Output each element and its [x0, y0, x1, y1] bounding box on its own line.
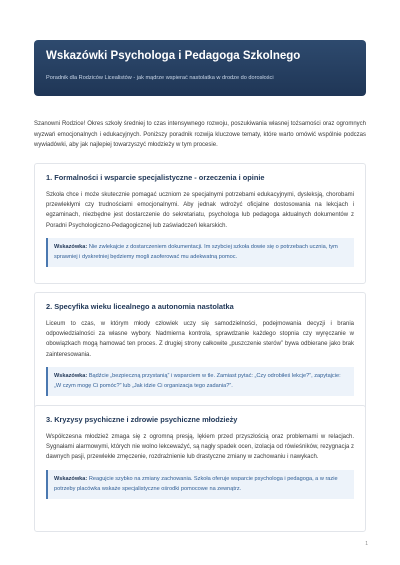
tip-label: Wskazówka:	[54, 475, 88, 482]
section-title: 2. Specyfika wieku licealnego a autonomia nastolatka	[46, 302, 234, 311]
section-title: 3. Kryzysy psychiczne i zdrowie psychiczne młodzieży	[46, 415, 238, 424]
tip-label: Wskazówka:	[54, 243, 88, 250]
section-body: Liceum to czas, w którym młody człowiek uczy się samodzielności, podejmowania decyzji i brania odpowiedzialności za własne wybory. Nadmierna kontrola, sprawdzanie każdego stopnia czy wyręczanie w obowiązkach mogą hamować ten proces. Z drugiej strony całkowite „puszczenie sterów” bywa odbierane jako brak zainteresowania.	[46, 321, 354, 358]
section-mental-health	[34, 405, 366, 532]
tip-text: Nie zwlekajcie z dostarczeniem dokumentacji. Im szybciej szkoła dowie się o potrzebach ucznia, tym sprawniej i dyskretniej będziemy mogli zaoferować mu adekwatną pomoc.	[54, 243, 338, 260]
tip-box	[46, 367, 354, 396]
tip-box	[46, 470, 354, 499]
tip-text: Bądźcie „bezpieczną przystanią” i wsparciem w tle. Zamiast pytać: „Czy odrobiłeś lekcje?”, zapytajcie: „W czym mogę Ci pomóc?” lub „Jak idzie Ci organizacja tego zadania?”.	[54, 372, 341, 389]
tip-label: Wskazówka:	[54, 372, 88, 379]
section-autonomy	[34, 292, 366, 410]
tip-box	[46, 238, 354, 267]
section-body: Szkoła chce i może skutecznie pomagać uczniom ze specjalnymi potrzebami edukacyjnymi, dysleksją, chorobami przewlekłymi czy trudnościami emocjonalnymi. Aby jednak wdrożyć oficjalne dostosowania na lekcjach i egzaminach, niezbędne jest dostarczenie do sekretariatu, psychologa lub pedagoga aktualnych dokumentów z Poradni Psychologiczno-Pedagogicznej lub zaświadczeń lekarskich.	[46, 192, 354, 229]
tip-text: Reagujcie szybko na zmiany zachowania. Szkoła oferuje wsparcie psychologa i pedagoga, a w razie potrzeby placówka wskaże specjalistyczne ośrodki pomocowe na zewnątrz.	[54, 475, 338, 492]
intro-paragraph: Szanowni Rodzice! Okres szkoły średniej to czas intensywnego rozwoju, poszukiwania własnej tożsamości oraz ogromnych wyzwań emocjonalnych i edukacyjnych. Poniższy poradnik rozwija kluczowe tematy, które warto omówić wspólnie podczas wywiadówki, aby jak najlepiej towarzyszyć młodzieży w tym procesie.	[34, 121, 366, 148]
section-title: 1. Formalności i wsparcie specjalistyczne - orzeczenia i opinie	[46, 173, 265, 182]
section-body: Współczesna młodzież zmaga się z ogromną presją, lękiem przed przyszłością oraz problemami w relacjach. Sygnałami alarmowymi, których nie wolno lekceważyć, są nagły spadek ocen, izolacja od rówieśników, rezygnacja z dawnych pasji, przewlekłe zmęczenie, rozdrażnienie lub drastyczne zmiany w zachowaniu i nawykach.	[46, 434, 354, 461]
document-header	[34, 40, 366, 96]
section-formalities	[34, 163, 366, 284]
page-number: 1	[365, 541, 368, 547]
document-subtitle: Poradnik dla Rodziców Licealistów - jak mądrze wspierać nastolatka w drodze do dorosłości	[46, 75, 274, 81]
document-title: Wskazówki Psychologa i Pedagoga Szkolnego	[46, 50, 301, 62]
